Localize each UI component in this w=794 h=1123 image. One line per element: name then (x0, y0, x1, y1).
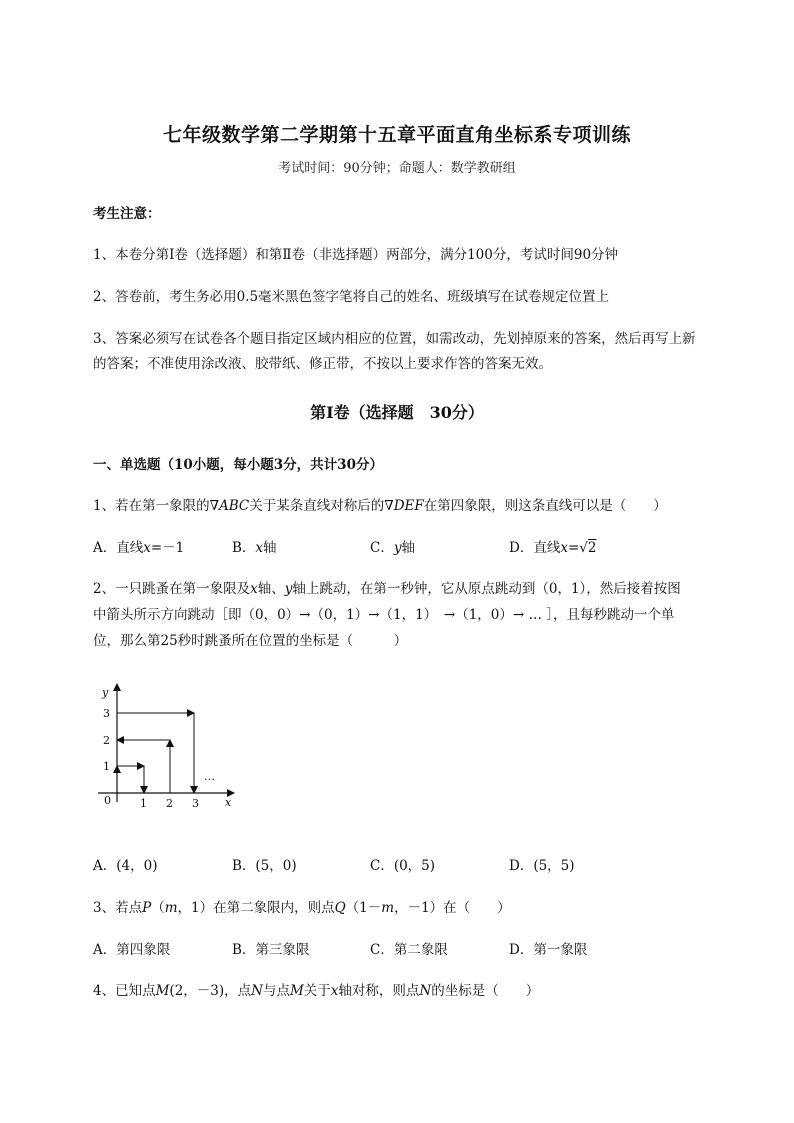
y-tick-label: 1 (103, 760, 110, 773)
notice-heading: 考生注意： (93, 206, 161, 222)
q1-option-d[interactable]: D．直线x=√2 (509, 540, 597, 556)
q2-option-d[interactable]: D．(5，5) (509, 858, 575, 874)
x-tick-label: 2 (166, 797, 173, 810)
q2-option-a[interactable]: A．(4，0) (93, 858, 158, 874)
section-title: 第I卷（选择题 30分） (310, 403, 484, 422)
y-tick-label: 2 (103, 734, 110, 747)
q3-option-d[interactable]: D．第一象限 (509, 942, 588, 958)
q1-option-c[interactable]: C．y轴 (370, 540, 415, 556)
question-2-line-1: 2、一只跳蚤在第一象限及x轴、y轴上跳动，在第一秒钟，它从原点跳动到（0，1），然后接着按图 (93, 581, 681, 597)
question-3: 3、若点P（m，1）在第二象限内，则点Q（1－m，－1）在（ ） (93, 900, 511, 916)
q1-option-b[interactable]: B．x轴 (232, 540, 277, 556)
q2-option-c[interactable]: C．(0，5) (370, 858, 436, 874)
notice-item-1: 1、本卷分第I卷（选择题）和第Ⅱ卷（非选择题）两部分，满分100分，考试时间90分钟 (93, 247, 619, 263)
page-title: 七年级数学第二学期第十五章平面直角坐标系专项训练 (162, 124, 631, 146)
question-4: 4、已知点M(2，－3)，点N与点M关于x轴对称，则点N的坐标是（ ） (93, 983, 540, 999)
x-axis-label: x (225, 796, 232, 809)
x-tick-label: 3 (192, 797, 199, 810)
q3-option-c[interactable]: C．第二象限 (370, 942, 448, 958)
y-tick-label: 3 (103, 707, 110, 720)
origin-label: 0 (104, 794, 111, 807)
q1-option-a[interactable]: A．直线x=－1 (93, 540, 185, 556)
question-2-line-3: 位，那么第25秒时跳蚤所在位置的坐标是（ ） (93, 633, 408, 649)
notice-item-2: 2、答卷前，考生务必用0.5毫米黑色签字笔将自己的姓名、班级填写在试卷规定位置上 (93, 289, 610, 305)
notice-item-3: 3、答案必须写在试卷各个题目指定区域内相应的位置，如需改动，先划掉原来的答案，然后再写上新 (93, 331, 696, 347)
y-axis-label: y (102, 686, 109, 699)
part-heading: 一、单选题（10小题，每小题3分，共计30分） (93, 457, 383, 473)
flea-jump-figure (96, 680, 246, 815)
ellipsis-label: … (204, 770, 215, 783)
x-tick-label: 1 (140, 797, 147, 810)
exam-subtitle: 考试时间：90分钟；命题人：数学教研组 (278, 161, 516, 176)
question-1: 1、若在第一象限的∇ABC关于某条直线对称后的∇DEF在第四象限，则这条直线可以是（ ） (93, 498, 667, 514)
q2-option-b[interactable]: B．(5，0) (232, 858, 297, 874)
notice-item-3-cont: 的答案；不准使用涂改液、胶带纸、修正带，不按以上要求作答的答案无效。 (93, 356, 552, 372)
question-2-line-2: 中箭头所示方向跳动［即（0，0）→（0，1）→（1，1） →（1，0）→ … ］，且每秒跳动一个单 (93, 607, 675, 623)
q3-option-b[interactable]: B．第三象限 (232, 942, 310, 958)
q3-option-a[interactable]: A．第四象限 (93, 942, 171, 958)
